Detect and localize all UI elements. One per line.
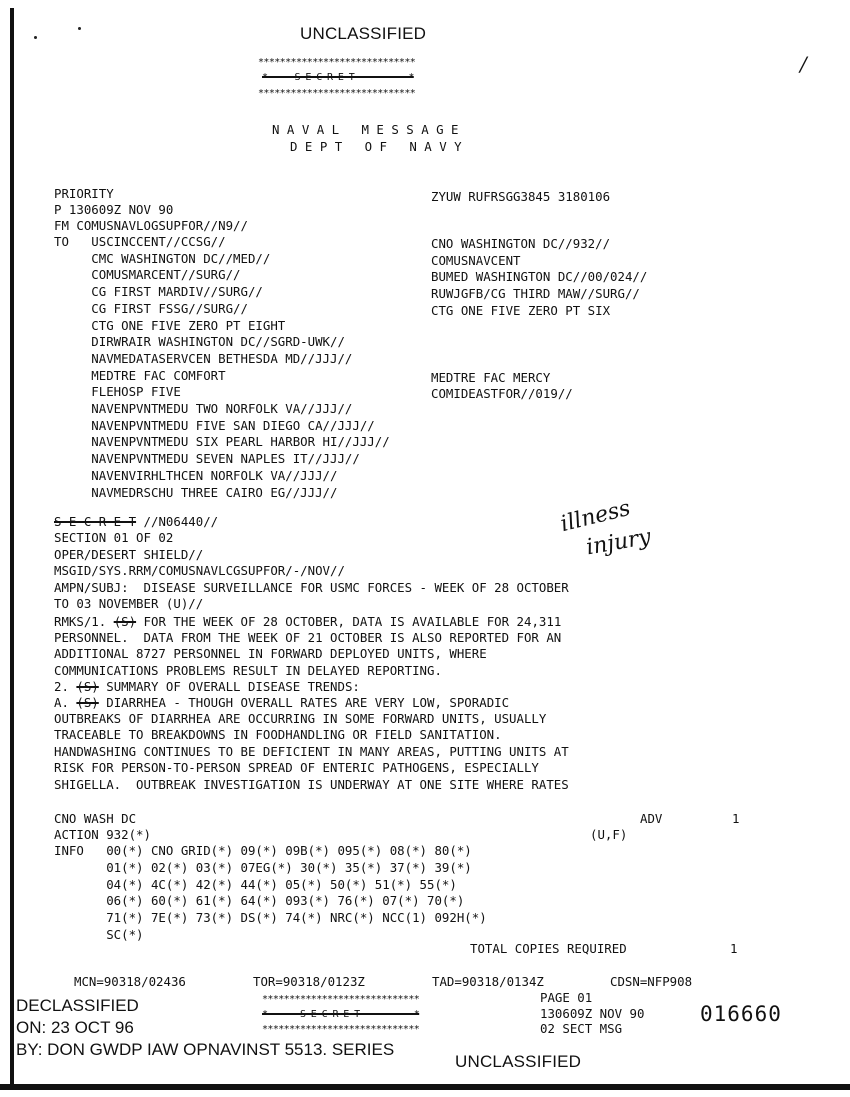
scan-speck — [78, 27, 81, 30]
info-line: 06(*) 60(*) 61(*) 64(*) 093(*) 76(*) 07(*) 70(*) — [54, 893, 465, 909]
cdsn-field: CDSN=NFP908 — [610, 974, 693, 989]
para-a-class-mark: (S) — [76, 695, 99, 710]
info-line: 71(*) 7E(*) 73(*) DS(*) 74(*) NRC(*) NCC(1) 092H(*) — [54, 910, 487, 926]
to-addressee-right-line: CNO WASHINGTON DC//932// — [431, 236, 611, 251]
footer-secret-text: * S E C R E T * — [262, 1009, 420, 1020]
section-count: 02 SECT MSG — [540, 1021, 623, 1036]
declass-line-3: BY: DON GWDP IAW OPNAVINST 5513. SERIES — [16, 1040, 395, 1059]
to-addressee-line: NAVMEDRSCHU THREE CAIRO EG//JJJ// — [54, 484, 338, 500]
to-addressee-line: NAVENPVNTMEDU SIX PEARL HARBOR HI//JJJ// — [54, 434, 390, 450]
header-stars-bottom: ***************************** — [258, 88, 416, 99]
para2-class-mark: (S) — [76, 679, 99, 694]
to-addressee-line: COMUSMARCENT//SURG// — [54, 267, 241, 283]
to-addressee-line: CTG ONE FIVE ZERO PT EIGHT — [54, 317, 286, 333]
secret-ref: //N06440// — [136, 514, 219, 529]
declass-line-1: DECLASSIFIED — [16, 996, 139, 1015]
remarks-class-mark: (S) — [113, 614, 137, 629]
to-addressee-right-line: CTG ONE FIVE ZERO PT SIX — [431, 302, 611, 318]
footer-stars-top: ***************************** — [262, 994, 420, 1005]
to-addressee-right-line: COMUSNAVCENT — [431, 252, 521, 268]
para2-line — [54, 679, 360, 695]
body-line: OPER/DESERT SHIELD// — [54, 546, 204, 562]
classification-top: UNCLASSIFIED — [300, 24, 427, 43]
secret-strikethrough: S E C R E T — [54, 514, 137, 529]
to-addressee-line: NAVENVIRHLTHCEN NORFOLK VA//JJJ// — [54, 467, 338, 483]
body-line: TRACEABLE TO BREAKDOWNS IN FOODHANDLING OR FIELD SANITATION. — [54, 727, 502, 743]
page-number: PAGE 01 — [540, 990, 593, 1005]
document-number: 016660 — [700, 1002, 782, 1026]
to-addressee-line: NAVENPVNTMEDU FIVE SAN DIEGO CA//JJJ// — [54, 417, 375, 433]
info-line: SC(*) — [54, 927, 144, 942]
body-line: RISK FOR PERSON-TO-PERSON SPREAD OF ENTERIC PATHOGENS, ESPECIALLY — [54, 760, 539, 776]
to-addressee-line: CMC WASHINGTON DC//MED// — [54, 250, 271, 266]
info-line: INFO 00(*) CNO GRID(*) 09(*) 09B(*) 095(*) 08(*) 80(*) — [54, 843, 472, 858]
to-addressee-line: NAVENPVNTMEDU SEVEN NAPLES IT//JJJ// — [54, 451, 360, 467]
tor-field: TOR=90318/0123Z — [253, 974, 365, 989]
from-line: FM COMUSNAVLOGSUPFOR//N9// — [54, 218, 248, 233]
adv-label: ADV — [640, 811, 663, 826]
remarks-line — [54, 614, 561, 630]
declass-line-2: ON: 23 OCT 96 — [16, 1018, 134, 1037]
remarks-text: FOR THE WEEK OF 28 OCTOBER, DATA IS AVAILABLE FOR 24,311 — [136, 614, 562, 629]
para2-prefix: 2. — [54, 679, 77, 694]
action-line: ACTION 932(*) — [54, 827, 151, 842]
para-a-prefix: A. — [54, 695, 77, 710]
footer-stars-bottom: ***************************** — [262, 1024, 420, 1035]
header-secret-line — [262, 71, 414, 84]
body-line: HANDWASHING CONTINUES TO BE DEFICIENT IN MANY AREAS, PUTTING UNITS AT — [54, 743, 569, 759]
adv-number: 1 — [732, 811, 740, 826]
body-line: ADDITIONAL 8727 PERSONNEL IN FORWARD DEPLOYED UNITS, WHERE — [54, 646, 487, 662]
message-subtitle: D E P T O F N A V Y — [290, 139, 462, 154]
page-bottom-edge — [0, 1084, 850, 1090]
to-addressee-line: NAVMEDATASERVCEN BETHESDA MD//JJJ// — [54, 350, 353, 366]
to-addressee-line: NAVENPVNTMEDU TWO NORFOLK VA//JJJ// — [54, 401, 353, 416]
to-addressee-right-line: BUMED WASHINGTON DC//00/024// — [431, 269, 648, 285]
remarks-prefix: RMKS/1. — [54, 614, 114, 629]
total-copies-number: 1 — [730, 941, 738, 956]
body-line: PERSONNEL. DATA FROM THE WEEK OF 21 OCTOBER IS ALSO REPORTED FOR AN — [54, 630, 562, 645]
footer-secret-line — [262, 1008, 419, 1021]
priority-label: PRIORITY — [54, 186, 114, 201]
dtg-line: P 130609Z NOV 90 — [54, 202, 174, 217]
handwritten-illness: illness — [558, 495, 633, 538]
tad-field: TAD=90318/0134Z — [432, 974, 544, 989]
action-code: (U,F) — [590, 827, 628, 842]
body-line: SECTION 01 OF 02 — [54, 530, 174, 545]
body-line: SHIGELLA. OUTBREAK INVESTIGATION IS UNDERWAY AT ONE SITE WHERE RATES — [54, 776, 569, 792]
mcn-field: MCN=90318/02436 — [74, 974, 186, 989]
body-line: MSGID/SYS.RRM/COMUSNAVLCGSUPFOR/-/NOV// — [54, 563, 345, 579]
body-line: AMPN/SUBJ: DISEASE SURVEILLANCE FOR USMC FORCES - WEEK OF 28 OCTOBER — [54, 579, 569, 595]
body-line: TO 03 NOVEMBER (U)// — [54, 596, 204, 612]
info-line: 04(*) 4C(*) 42(*) 44(*) 05(*) 50(*) 51(*) 55(*) — [54, 876, 457, 892]
para-a-text: DIARRHEA - THOUGH OVERALL RATES ARE VERY LOW, SPORADIC — [98, 695, 510, 710]
to-addressee-line: CG FIRST FSSG//SURG// — [54, 300, 248, 316]
para-a-line — [54, 695, 509, 711]
message-id: ZYUW RUFRSGG3845 3180106 — [431, 189, 611, 204]
pen-mark: / — [800, 52, 807, 76]
to-addressee-right-line: COMIDEASTFOR//019// — [431, 386, 573, 402]
to-addressee-line: CG FIRST MARDIV//SURG// — [54, 284, 263, 300]
header-stars-top: ***************************** — [258, 57, 416, 68]
to-addressee-line: MEDTRE FAC COMFORT — [54, 367, 226, 383]
secret-classification-line — [54, 514, 218, 530]
total-copies-label: TOTAL COPIES REQUIRED — [470, 941, 627, 956]
to-addressee-line: FLEHOSP FIVE — [54, 384, 181, 400]
info-line: 01(*) 02(*) 03(*) 07EG(*) 30(*) 35(*) 37(*) 39(*) — [54, 859, 472, 875]
message-title: N A V A L M E S S A G E — [272, 122, 459, 137]
to-addressee-right-line: RUWJGFB/CG THIRD MAW//SURG// — [431, 286, 640, 302]
classification-bottom: UNCLASSIFIED — [455, 1052, 582, 1071]
footer-dtg: 130609Z NOV 90 — [540, 1006, 645, 1021]
to-addressee-right-line: MEDTRE FAC MERCY — [431, 369, 551, 385]
distribution-office: CNO WASH DC — [54, 811, 137, 826]
to-addressee-line: DIRWRAIR WASHINGTON DC//SGRD-UWK// — [54, 334, 345, 350]
para2-text: SUMMARY OF OVERALL DISEASE TRENDS: — [98, 679, 360, 694]
page-left-edge — [10, 8, 14, 1088]
scan-speck — [34, 36, 37, 39]
body-line: COMMUNICATIONS PROBLEMS RESULT IN DELAYED REPORTING. — [54, 662, 442, 678]
header-secret-text: * S E C R E T * — [262, 72, 414, 83]
body-line: OUTBREAKS OF DIARRHEA ARE OCCURRING IN SOME FORWARD UNITS, USUALLY — [54, 711, 547, 726]
handwritten-injury: injury — [584, 524, 653, 561]
to-addressee-line: TO USCINCCENT//CCSG// — [54, 234, 226, 249]
